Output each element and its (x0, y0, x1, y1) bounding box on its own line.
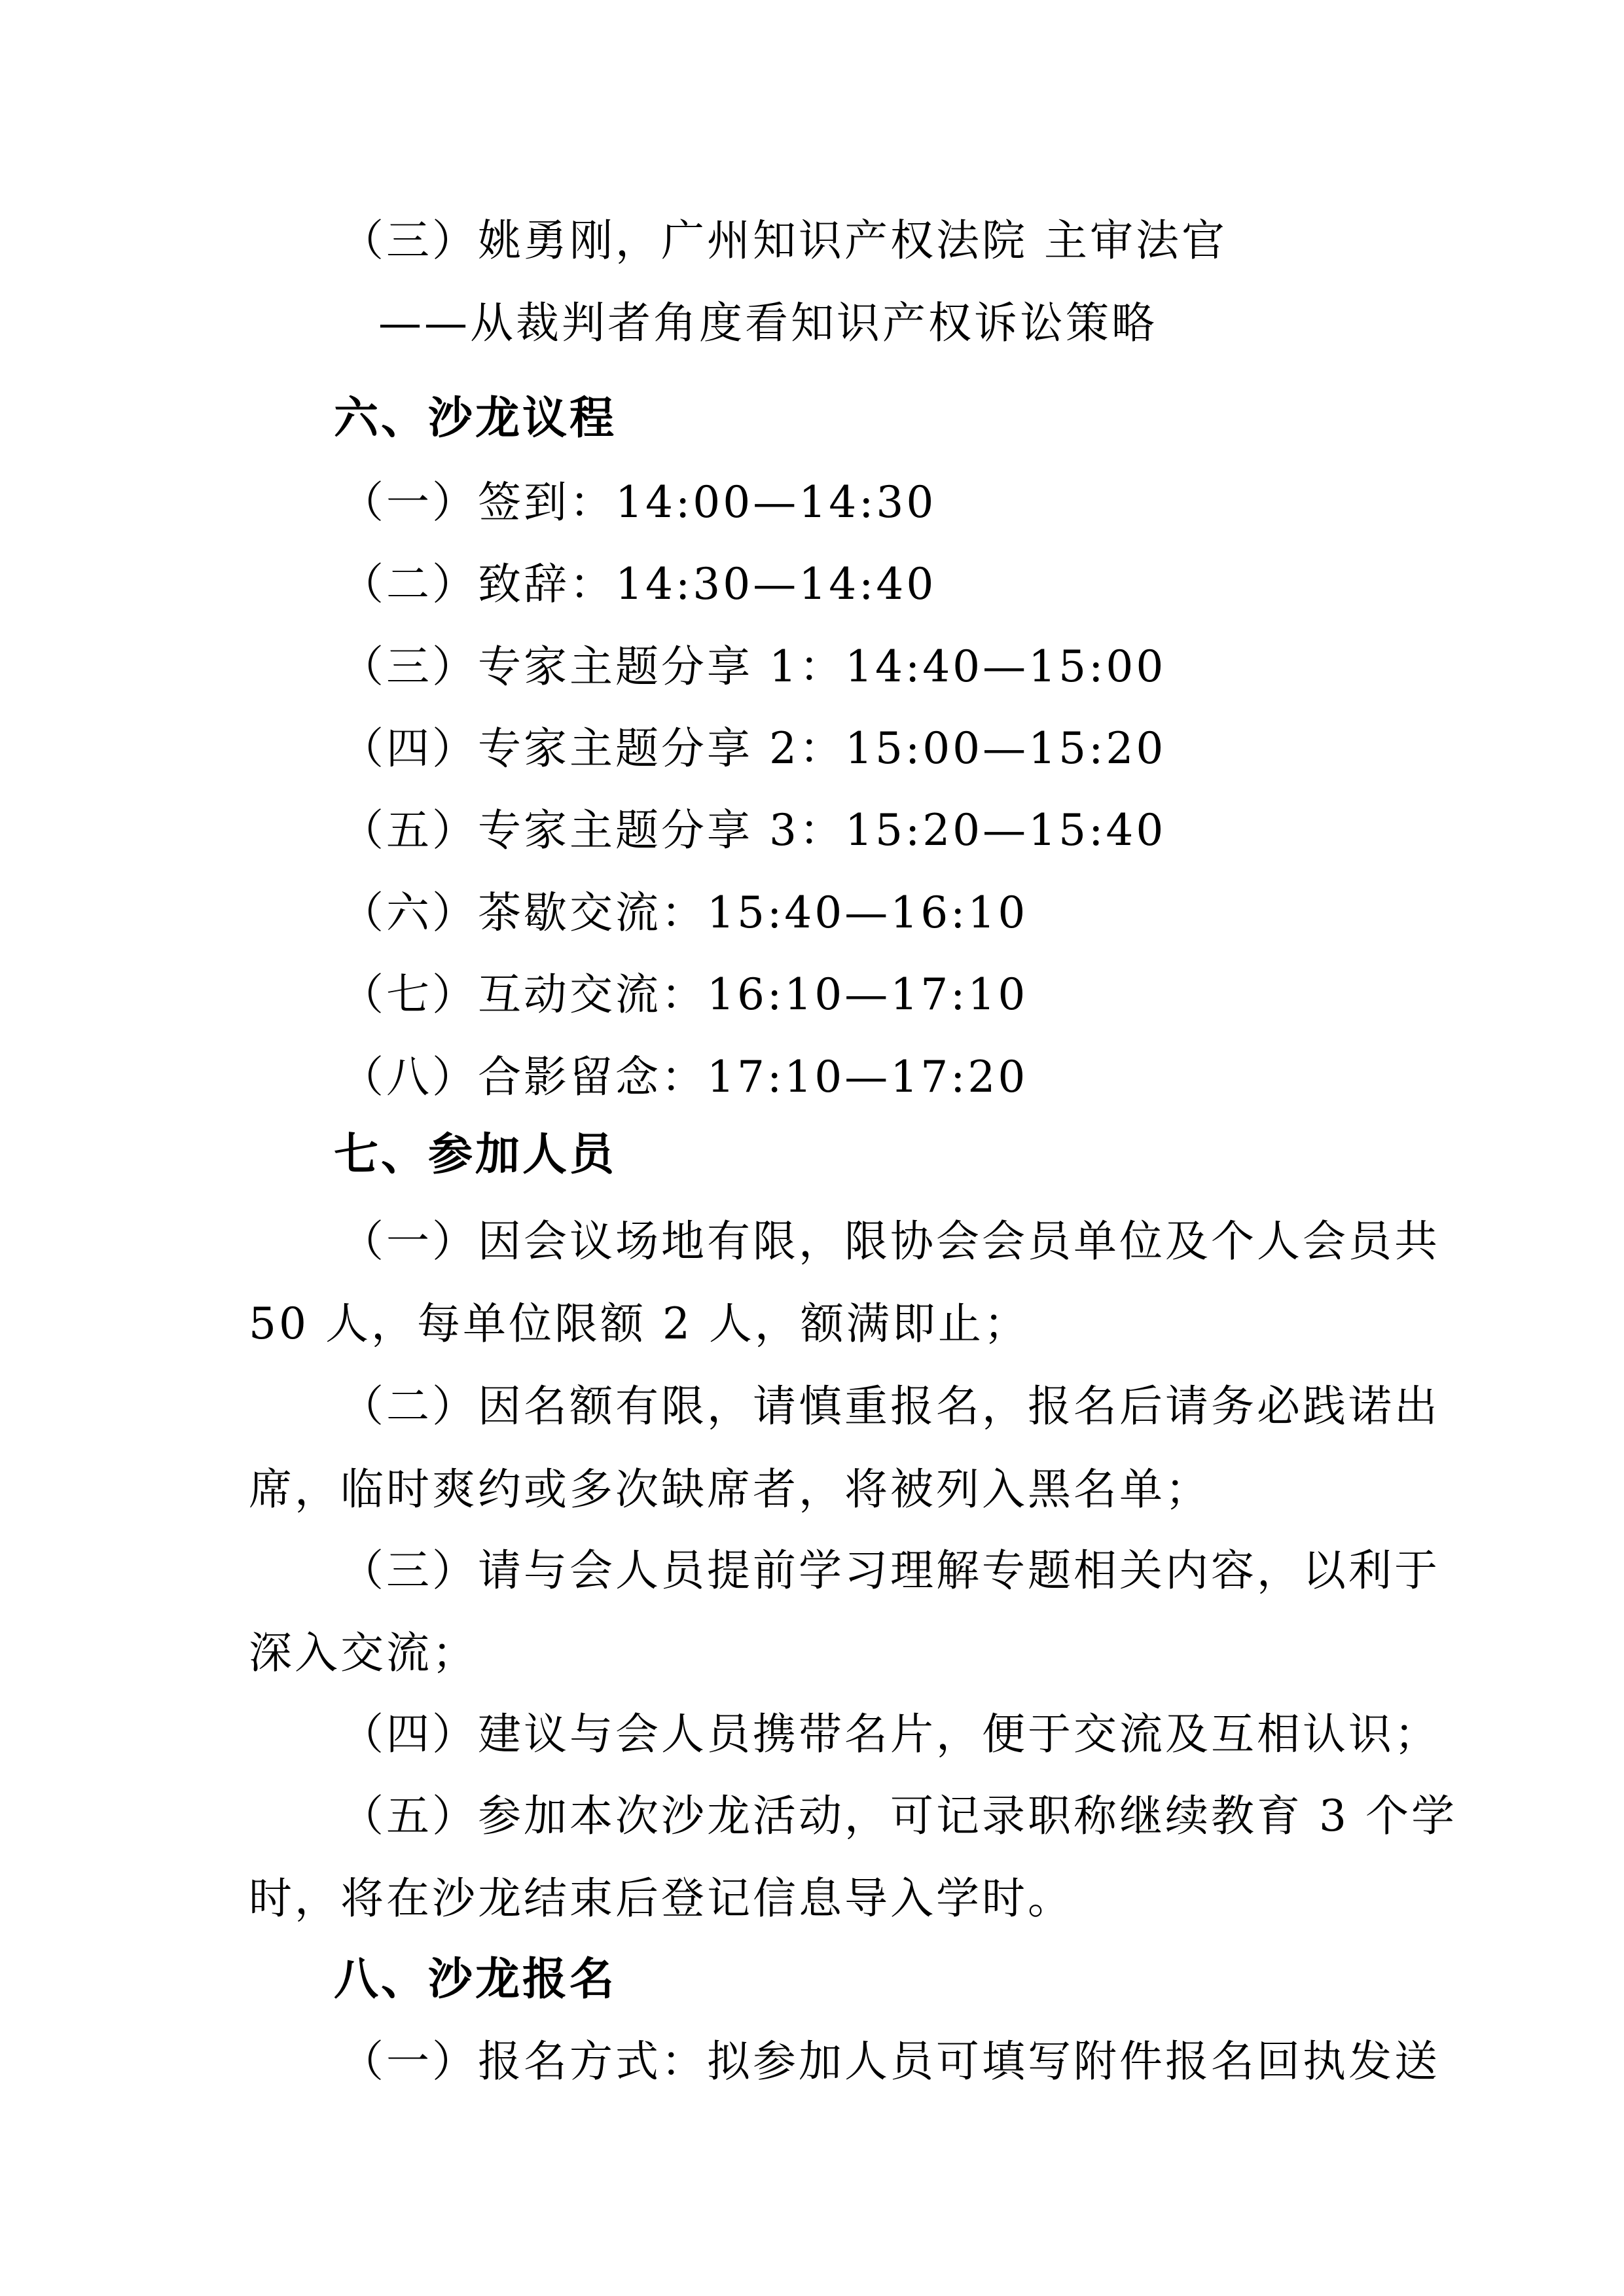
agenda-item-5: （五）专家主题分享 3：15:20—15:40 (340, 805, 1166, 855)
speaker-3-line: （三）姚勇刚，广州知识产权法院 主审法官 (340, 215, 1227, 266)
agenda-item-6: （六）茶歇交流：15:40—16:10 (340, 888, 1028, 938)
participants-para-5-line-1: （五）参加本次沙龙活动，可记录职称继续教育 3 个学 (340, 1791, 1457, 1841)
agenda-item-7: （七）互动交流：16:10—17:10 (340, 969, 1028, 1020)
section-8-heading: 八、沙龙报名 (334, 1954, 617, 2005)
agenda-item-3: （三）专家主题分享 1：14:40—15:00 (340, 641, 1166, 692)
speaker-3-topic: ——从裁判者角度看知识产权诉讼策略 (378, 298, 1157, 348)
agenda-item-2: （二）致辞：14:30—14:40 (340, 559, 937, 609)
participants-para-1-line-2: 50 人，每单位限额 2 人，额满即止； (249, 1299, 1030, 1349)
participants-para-3-line-2: 深入交流； (249, 1628, 478, 1678)
registration-para-1-line-1: （一）报名方式：拟参加人员可填写附件报名回执发送 (340, 2036, 1440, 2087)
participants-para-2-line-2: 席，临时爽约或多次缺席者，将被列入黑名单； (249, 1464, 1211, 1515)
participants-para-4-line-1: （四）建议与会人员携带名片，便于交流及互相认识； (340, 1709, 1440, 1759)
participants-para-5-line-2: 时，将在沙龙结束后登记信息导入学时。 (249, 1873, 1074, 1924)
section-6-heading: 六、沙龙议程 (334, 393, 617, 444)
agenda-item-1: （一）签到：14:00—14:30 (340, 477, 937, 528)
agenda-item-4: （四）专家主题分享 2：15:00—15:20 (340, 723, 1166, 774)
participants-para-1-line-1: （一）因会议场地有限，限协会会员单位及个人会员共 (340, 1216, 1440, 1266)
agenda-item-8: （八）合影留念：17:10—17:20 (340, 1052, 1028, 1102)
section-7-heading: 七、参加人员 (334, 1129, 617, 1181)
participants-para-2-line-1: （二）因名额有限，请慎重报名，报名后请务必践诺出 (340, 1381, 1440, 1431)
participants-para-3-line-1: （三）请与会人员提前学习理解专题相关内容，以利于 (340, 1545, 1440, 1596)
